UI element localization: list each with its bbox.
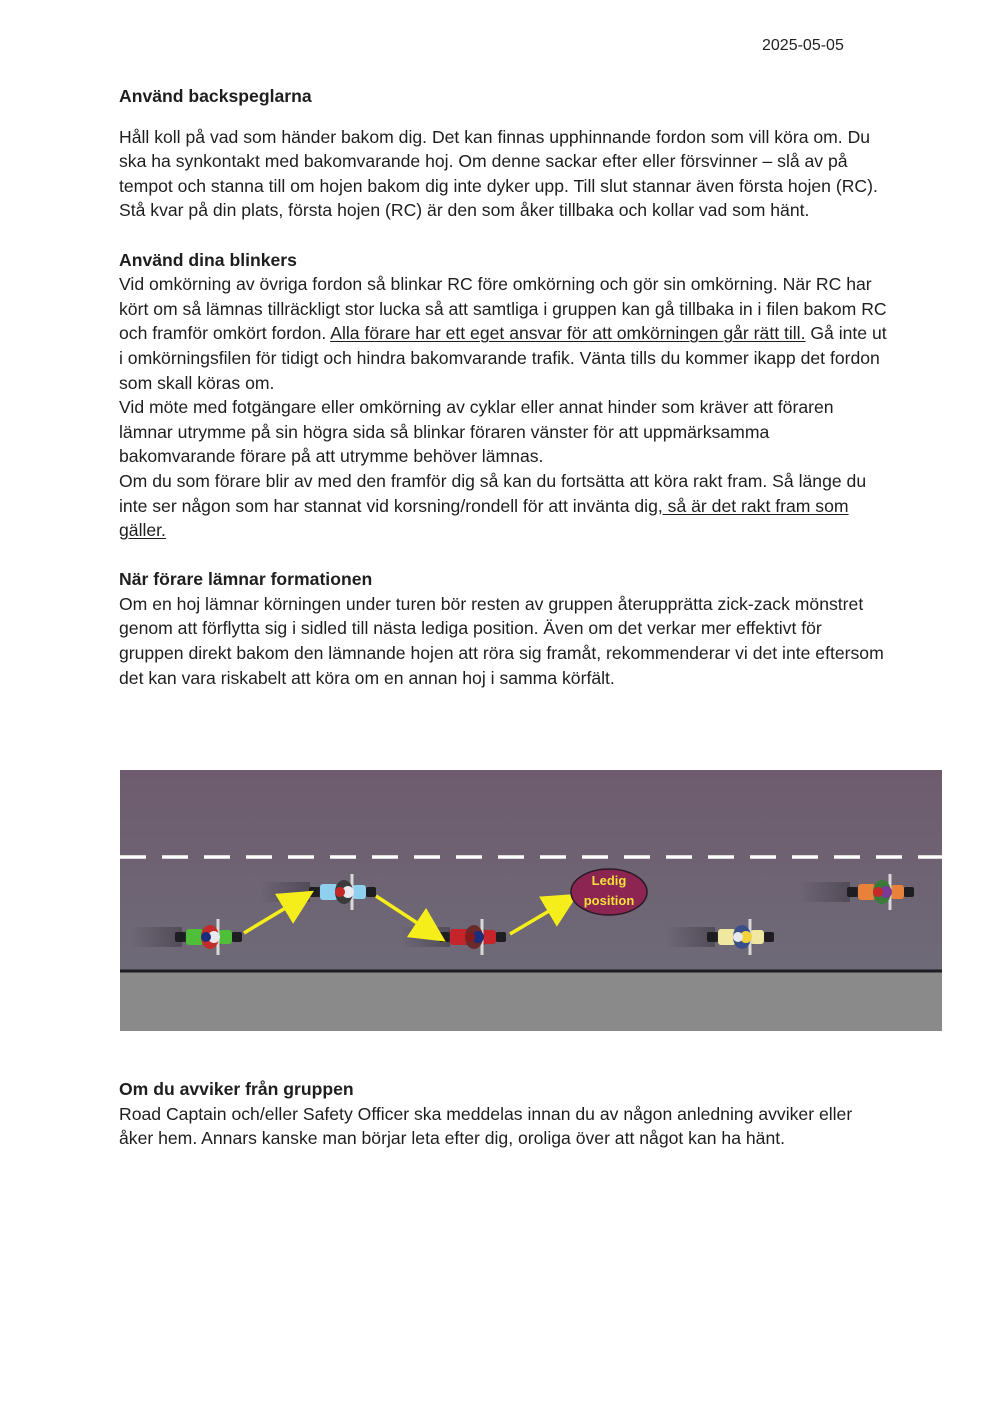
paragraph-avviker: Road Captain och/eller Safety Officer ska meddelas innan du av någon anledning avviker eller åker hem. Annars kanske man börjar leta efter dig, oroliga över att något kan ha hänt.	[119, 1103, 853, 1149]
heading-backspeglarna: Använd backspeglarna	[119, 86, 312, 106]
heading-formationen: När förare lämnar formationen	[119, 569, 373, 590]
paragraph-blinkers-3	[119, 469, 887, 543]
formation-illustration	[120, 770, 942, 1031]
text-segment: Vid omkörning av övriga fordon så blinkar RC före omkörning och gör sin omkörning. När RC har kört om så lämnas tillräckligt stor lucka så att samtliga i gruppen kan gå tillbaka in i filen bakom RC och framför omkört fordon.	[119, 274, 887, 344]
paragraph-blinkers-1	[119, 272, 887, 395]
text-segment: Om du som förare blir av med den framför dig så kan du fortsätta att köra rakt fram. Så länge du inte ser någon som har stannat vid korsning/rondell för att invänta dig	[119, 470, 867, 516]
free-position-label-line1: Ledig	[591, 873, 627, 888]
section-avviker	[119, 1077, 887, 1151]
text-segment: Gå inte ut i omkörningsfilen för tidigt och hindra bakomvarande trafik. Vänta tills du kommer ikapp det fordon som skall köras om.	[119, 323, 887, 393]
document-body	[119, 84, 887, 690]
paragraph-blinkers-2: Vid möte med fotgängare eller omkörning av cyklar eller annat hinder som kräver att föraren lämnar utrymme på sin högra sida så blinkar föraren vänster för att uppmärksamma bakomvarande förare på att utrymme behöver lämnas.	[119, 397, 834, 467]
road-shoulder	[120, 971, 942, 1031]
paragraph-formationen: Om en hoj lämnar körningen under turen bör resten av gruppen återupprätta zick-zack mönstret genom att förflytta sig i sidled till nästa lediga position. Även om det verkar mer effektivt för gruppen direkt bakom den lämnande hojen att röra sig framåt, rekommenderar vi det inte eftersom det kan vara riskabelt att köra om en annan hoj i samma körfält.	[119, 593, 884, 688]
underlined-text: Alla förare har ett eget ansvar för att omkörningen går rätt till.	[330, 323, 806, 344]
paragraph-backspeglarna: Håll koll på vad som händer bakom dig. Det kan finnas upphinnande fordon som vill köra om. Du ska ha synkontakt med bakomvarande hoj. Om denne sackar efter eller försvinner – slå av på tempot och stanna till om hojen bakom dig inte dyker upp. Till slut stannar även första hojen (RC). Stå kvar på din plats, första hojen (RC) är den som åker tillbaka och kollar vad som hänt.	[119, 126, 878, 221]
road-diagram	[120, 770, 942, 1031]
heading-avviker: Om du avviker från gruppen	[119, 1079, 354, 1099]
free-position-label	[571, 869, 647, 915]
document-date: 2025-05-05	[762, 37, 844, 54]
underlined-text: , så är det rakt fram som gäller.	[119, 495, 849, 541]
road-surface	[120, 770, 942, 971]
motion-blur	[130, 927, 182, 947]
motion-blur	[800, 882, 850, 902]
heading-blinkers: Använd dina blinkers	[119, 249, 297, 270]
free-position-label-line2: position	[583, 893, 635, 908]
